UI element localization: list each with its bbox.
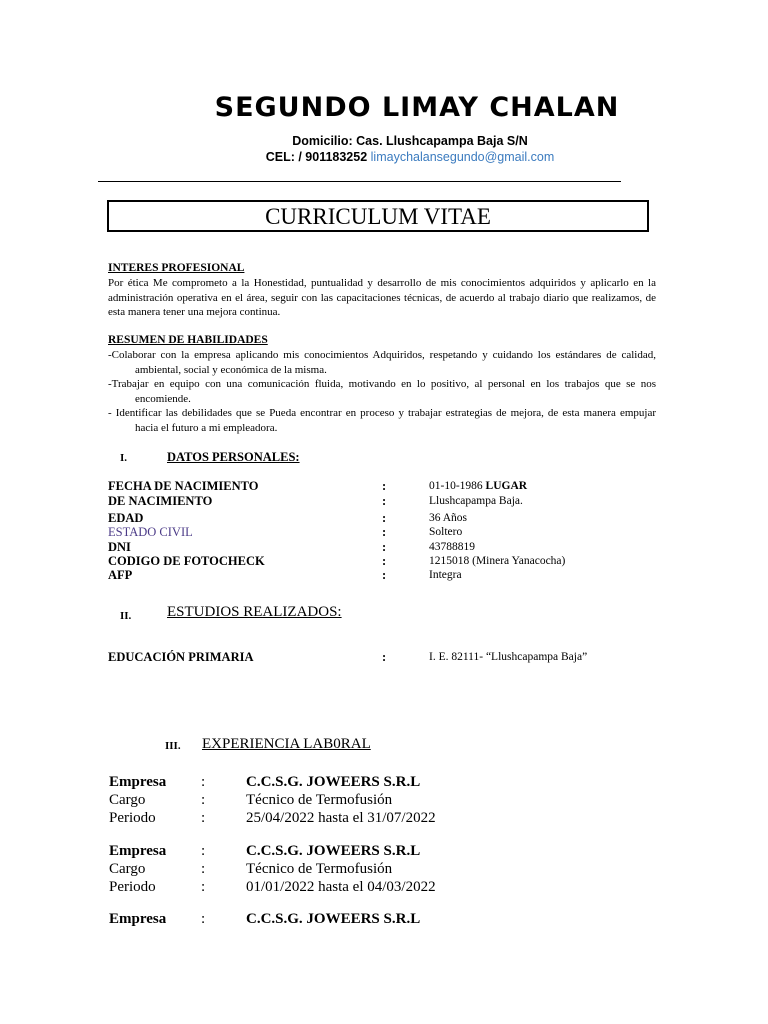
- periodo-value: 01/01/2022 hasta el 04/03/2022: [246, 879, 436, 895]
- row-label: DNI: [108, 540, 131, 554]
- row-value: 36 Años: [429, 512, 468, 524]
- contact-line: [0, 150, 768, 164]
- empresa-label: Empresa: [109, 774, 167, 790]
- empresa-value: C.C.S.G. JOWEERS S.R.L: [246, 911, 421, 927]
- row-value: Integra: [429, 569, 462, 581]
- row-colon: :: [201, 843, 206, 859]
- candidate-name: SEGUNDO LIMAY CHALAN: [214, 92, 620, 123]
- row-label: DE NACIMIENTO: [108, 494, 213, 508]
- divider: [98, 181, 621, 182]
- periodo-value: 25/04/2022 hasta el 31/07/2022: [246, 810, 436, 826]
- row-value: 1215018 (Minera Yanacocha): [429, 555, 566, 567]
- address: Domicilio: Cas. Llushcapampa Baja S/N: [292, 134, 528, 148]
- row-label: CODIGO DE FOTOCHECK: [108, 554, 265, 568]
- cargo-value: Técnico de Termofusión: [246, 792, 393, 808]
- row-colon: :: [382, 554, 387, 568]
- empresa-label: Empresa: [109, 843, 167, 859]
- row-colon: :: [201, 792, 206, 808]
- habilidades-list: [108, 348, 656, 435]
- skill-item: - Identificar las debilidades que se Pueda encontrar en proceso y trabajar estrategias de mejora, de esta manera empujar hacia el futuro a mi empleadora.: [108, 407, 656, 434]
- estudios-heading: ESTUDIOS REALIZADOS:: [167, 604, 342, 620]
- interes-heading: INTERES PROFESIONAL: [108, 262, 245, 274]
- empresa-label: Empresa: [109, 911, 167, 927]
- section-numeral: II.: [120, 610, 132, 622]
- empresa-value: C.C.S.G. JOWEERS S.R.L: [246, 774, 421, 790]
- section-numeral: III.: [165, 740, 181, 752]
- habilidades-heading: RESUMEN DE HABILIDADES: [108, 334, 268, 346]
- row-label: EDUCACIÓN PRIMARIA: [108, 650, 254, 664]
- phone: CEL: / 901183252: [265, 150, 368, 164]
- experiencia-heading: EXPERIENCIA LAB0RAL: [202, 736, 371, 752]
- row-colon: :: [382, 540, 387, 554]
- row-label: EDAD: [108, 511, 144, 525]
- row-label: AFP: [108, 568, 133, 582]
- interes-text: Por ética Me comprometo a la Honestidad, puntualidad y desarrollo de mis conocimientos adquiridos y aplicarlo en la administración operativa en el área, seguir con las capacitaciones técnicas, de acuerdo al trabajo diario que realizamos, de esta manera tener una mejora continua.: [108, 277, 656, 318]
- periodo-label: Periodo: [109, 810, 156, 826]
- row-label: ESTADO CIVIL: [108, 525, 193, 539]
- row-value: I. E. 82111- “Llushcapampa Baja”: [429, 651, 588, 663]
- row-value: Soltero: [429, 526, 463, 538]
- section-numeral: I.: [120, 452, 128, 464]
- document-title: CURRICULUM VITAE: [107, 200, 649, 232]
- row-value: 43788819: [429, 541, 475, 553]
- periodo-label: Periodo: [109, 879, 156, 895]
- row-colon: :: [201, 810, 206, 826]
- datos-heading: DATOS PERSONALES:: [167, 450, 300, 464]
- cargo-label: Cargo: [109, 792, 146, 808]
- row-label: FECHA DE NACIMIENTO: [108, 479, 259, 493]
- cargo-value: Técnico de Termofusión: [246, 861, 393, 877]
- row-colon: :: [201, 774, 206, 790]
- row-colon: :: [201, 879, 206, 895]
- row-colon: :: [382, 479, 387, 493]
- row-value: 01-10-1986 LUGAR: [429, 480, 528, 492]
- cargo-label: Cargo: [109, 861, 146, 877]
- row-colon: :: [382, 511, 387, 525]
- email-link[interactable]: limaychalansegundo@gmail.com: [370, 150, 555, 164]
- row-value: Llushcapampa Baja.: [429, 495, 523, 507]
- row-colon: :: [201, 861, 206, 877]
- row-colon: :: [382, 494, 387, 508]
- empresa-value: C.C.S.G. JOWEERS S.R.L: [246, 843, 421, 859]
- row-colon: :: [382, 568, 387, 582]
- row-colon: :: [382, 525, 387, 539]
- row-colon: :: [382, 650, 387, 664]
- skill-item: -Trabajar en equipo con una comunicación fluida, motivando en lo positivo, al personal en los trabajos que se nos encomiende.: [108, 378, 656, 405]
- skill-item: -Colaborar con la empresa aplicando mis conocimientos Adquiridos, respetando y cuidando los estándares de calidad, ambiental, social y económica de la misma.: [108, 349, 656, 376]
- row-colon: :: [201, 911, 206, 927]
